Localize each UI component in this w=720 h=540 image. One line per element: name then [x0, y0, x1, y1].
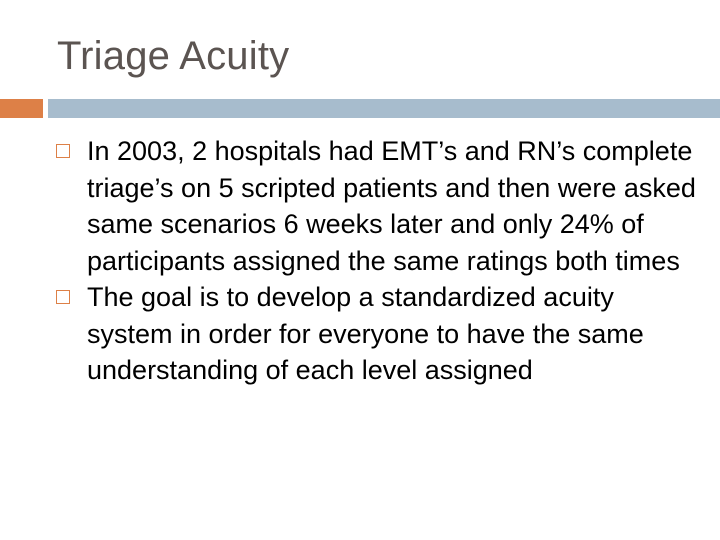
bullet-list: [54, 133, 704, 389]
accent-bar-orange: [0, 99, 43, 118]
bullet-item-1: [54, 133, 704, 279]
square-bullet-icon: [56, 144, 70, 158]
accent-bar-blue: [48, 99, 720, 118]
bullet-item-2: [54, 279, 704, 389]
slide-title: Triage Acuity: [57, 34, 290, 78]
bullet-text-1: In 2003, 2 hospitals had EMT’s and RN’s complete triage’s on 5 scripted patients and then were asked same scenarios 6 weeks later and only 24% of participants assigned the same ratings both times: [87, 136, 696, 276]
bullet-text-2: The goal is to develop a standardized acuity system in order for everyone to have the same understanding of each level assigned: [87, 282, 644, 385]
square-bullet-icon: [56, 290, 70, 304]
